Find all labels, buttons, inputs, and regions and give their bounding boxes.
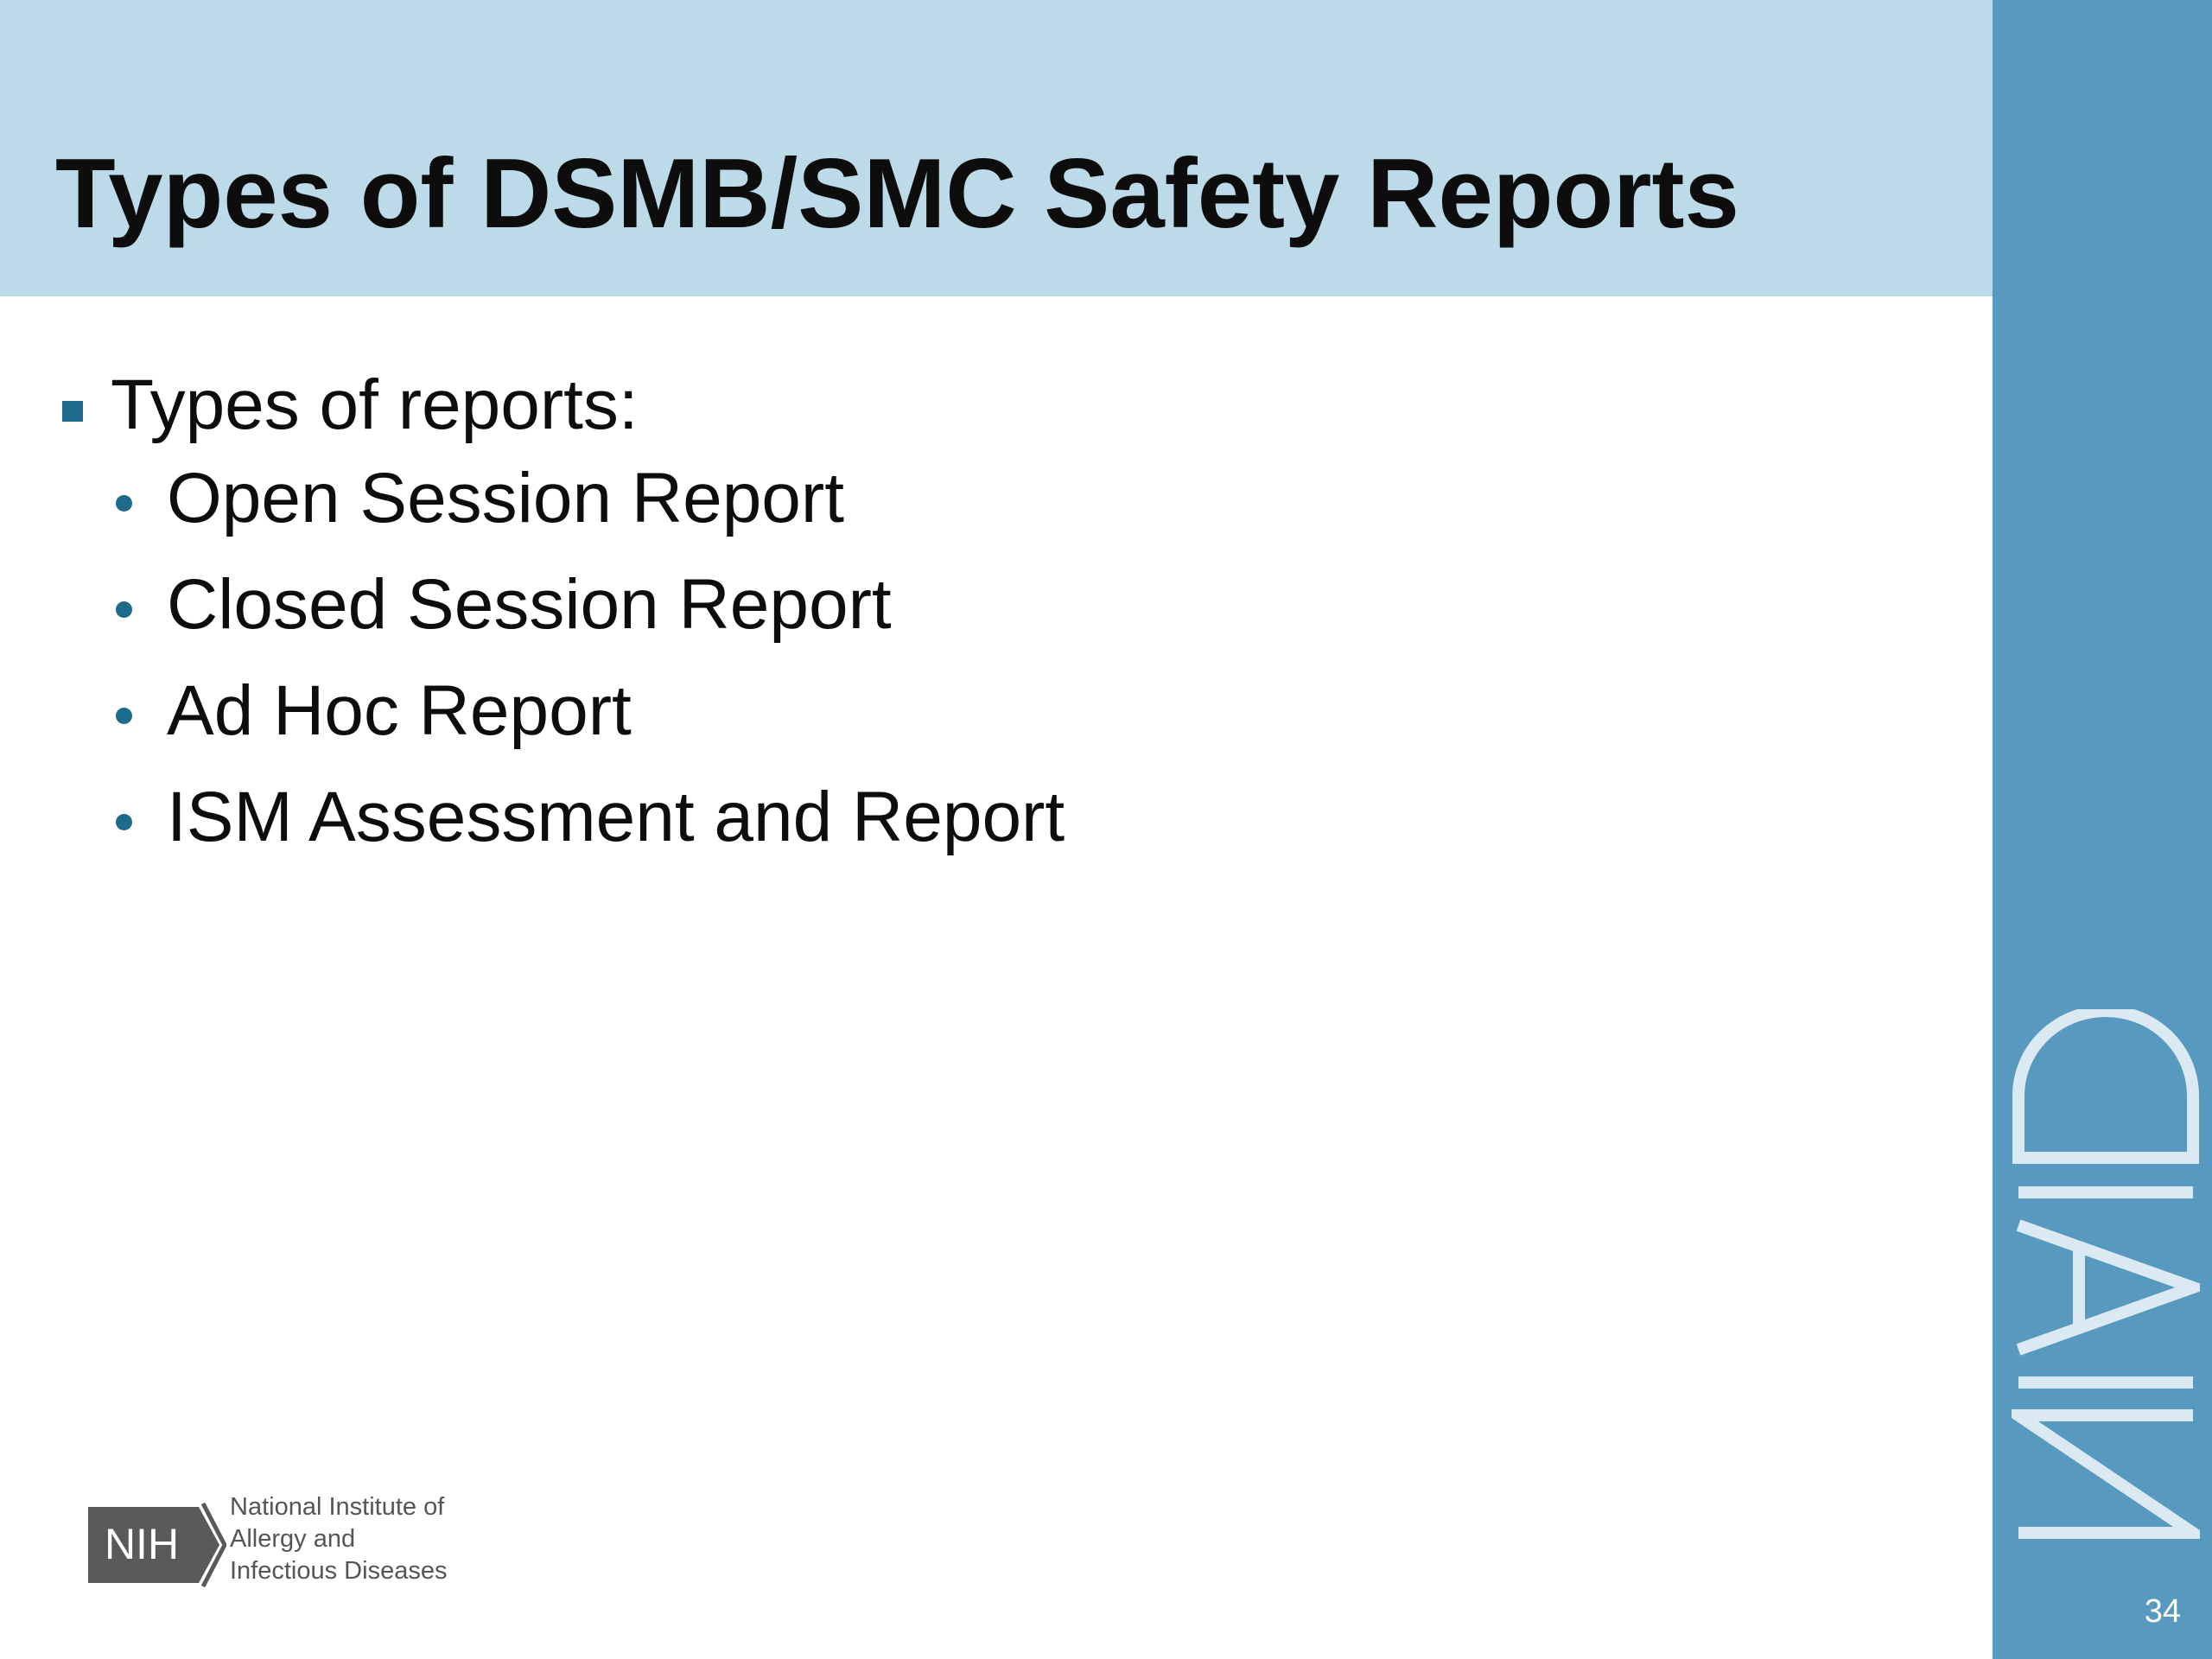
round-bullet-icon [116, 708, 132, 724]
niaid-wordmark-logo [2012, 1009, 2200, 1545]
round-bullet-icon [116, 814, 132, 830]
institute-name-line: National Institute of [230, 1493, 445, 1521]
list-item [60, 778, 1065, 888]
list-item-text: Types of reports: [111, 365, 639, 444]
list-item [60, 459, 1065, 569]
nih-logo [88, 1491, 477, 1588]
institute-name-line: Allergy and [230, 1525, 356, 1553]
square-bullet-icon [62, 401, 83, 422]
list-item [60, 671, 1065, 782]
bullet-list [60, 365, 1065, 888]
list-item-text: Open Session Report [167, 459, 845, 537]
nih-logo-mark [88, 1500, 226, 1590]
round-bullet-icon [116, 601, 132, 618]
list-item-text: Ad Hoc Report [167, 671, 632, 750]
list-item-text: ISM Assessment and Report [167, 778, 1065, 856]
page-number: 34 [2144, 1593, 2181, 1630]
slide-title: Types of DSMB/SMC Safety Reports [55, 139, 1739, 249]
list-item-level1 [60, 365, 1065, 463]
list-item [60, 565, 1065, 676]
nih-logo-text: NIH [104, 1520, 180, 1568]
round-bullet-icon [116, 495, 132, 512]
list-item-text: Closed Session Report [167, 565, 892, 644]
institute-name-line: Infectious Diseases [230, 1557, 448, 1585]
institute-name [230, 1491, 447, 1587]
